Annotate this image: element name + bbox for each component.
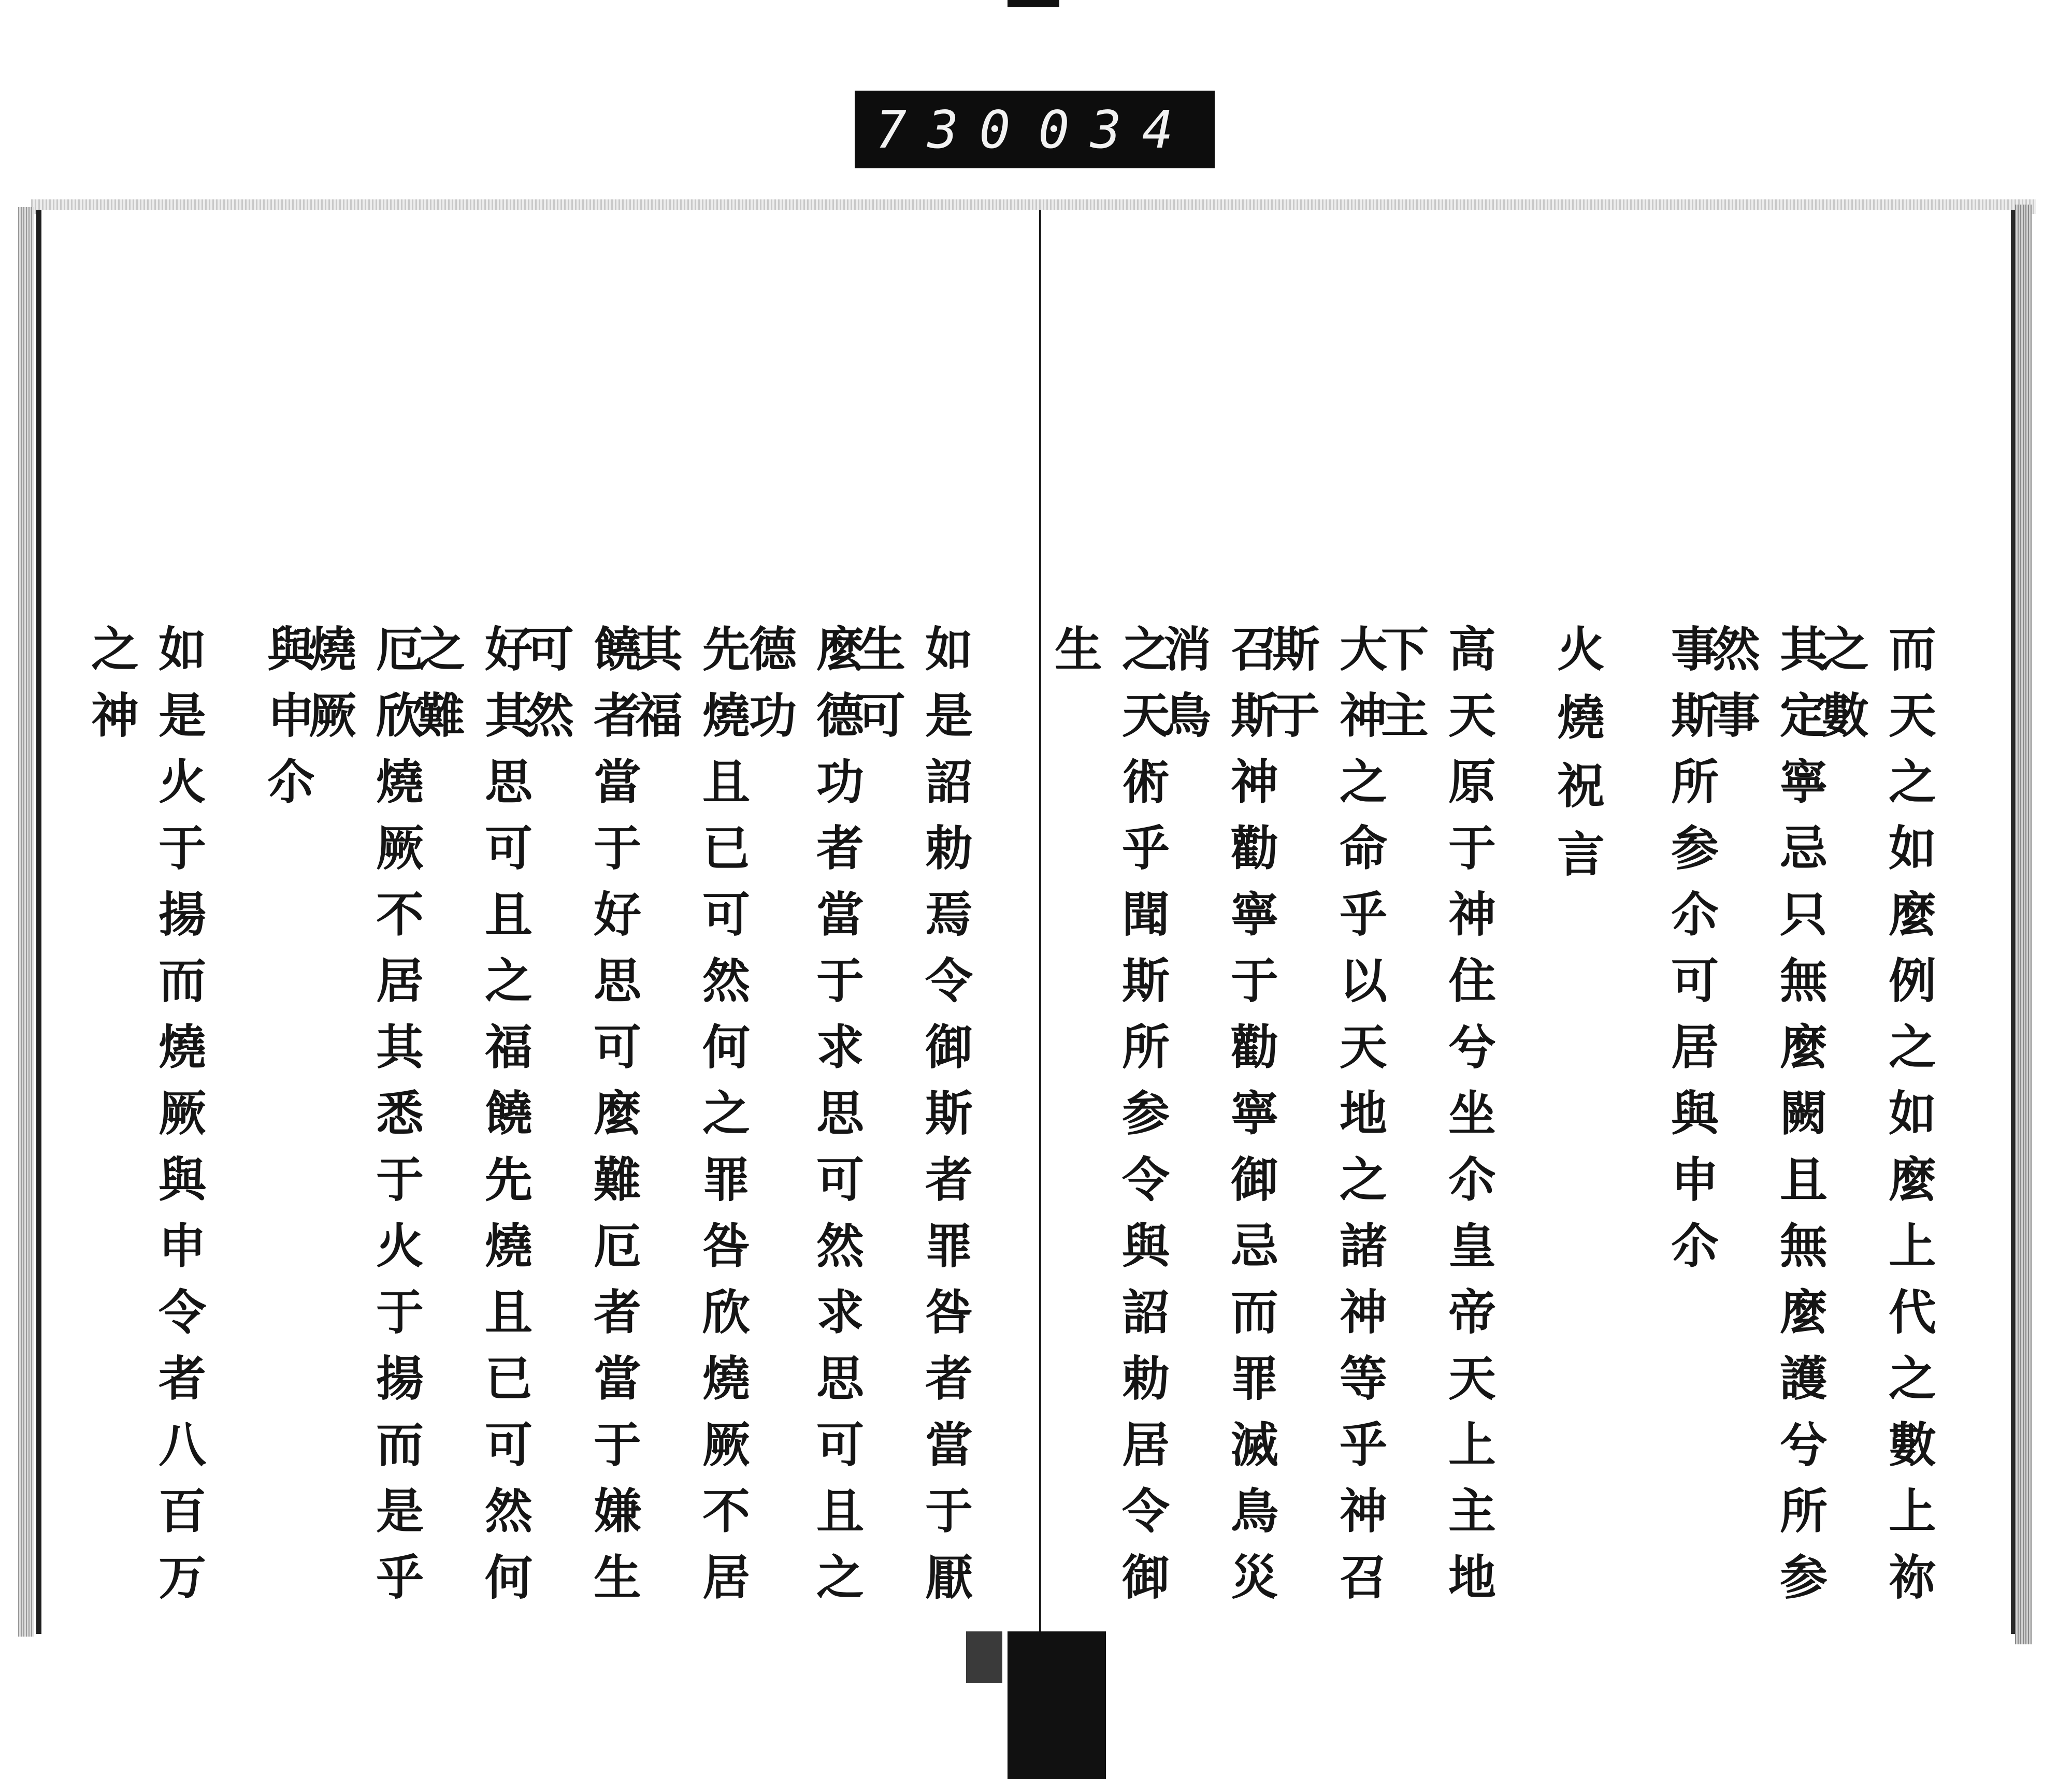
left-page (36, 210, 1041, 1634)
text-column: 先燒且已可然何之罪咎欣燒厥不居其福 (627, 624, 751, 1618)
text-column: 召斯神勸寧于勸寧御忌而罪滅鳥災消鳥 (1156, 624, 1279, 1618)
reel-frame-label (855, 91, 1215, 168)
text-column: 高天原于神住兮坐尒皇帝天上主地下主 (1373, 624, 1497, 1618)
text-column: 大神之命乎以天地之諸神等乎神召斯于 (1264, 624, 1388, 1618)
spine-top-mark (1008, 0, 1059, 7)
text-column: 之天術乎聞斯所参令與詔勅居令御生 (1047, 624, 1170, 1618)
frame-number: 034 (1038, 99, 1194, 160)
text-column: 如是火于揚而燒厥與申令者八百万之神 (83, 624, 207, 1618)
reel-number: 730 (875, 99, 1031, 160)
right-page (1041, 210, 2015, 1634)
section-title: 火燒祝言 (1549, 624, 1605, 898)
text-column: 麼德功者當于求思可然求思可且之德功 (741, 624, 865, 1618)
text-column: 與申尒 (260, 624, 315, 823)
text-column: 而天之如麼例之如麼上代之數上祢之數 (1814, 624, 1937, 1618)
text-column: 其定寧忌只無麼闕且無麼護兮所参然事 (1705, 624, 1828, 1618)
text-column: 事斯所参尒可居與申尒 (1663, 624, 1719, 1287)
text-column: 如是詔勅焉令御斯者罪咎者當于厭生可 (850, 624, 973, 1618)
text-column: 饒者當于好思可麼難厄者當于嫌生可然 (519, 624, 642, 1618)
text-column: 厄欣燒厥不居其悉于火于揚而是乎燒厥 (301, 624, 424, 1618)
text-column: 好其思可且之福饒先燒且已可然何之難 (410, 624, 533, 1618)
book-spine-bottom (1008, 1631, 1106, 1779)
